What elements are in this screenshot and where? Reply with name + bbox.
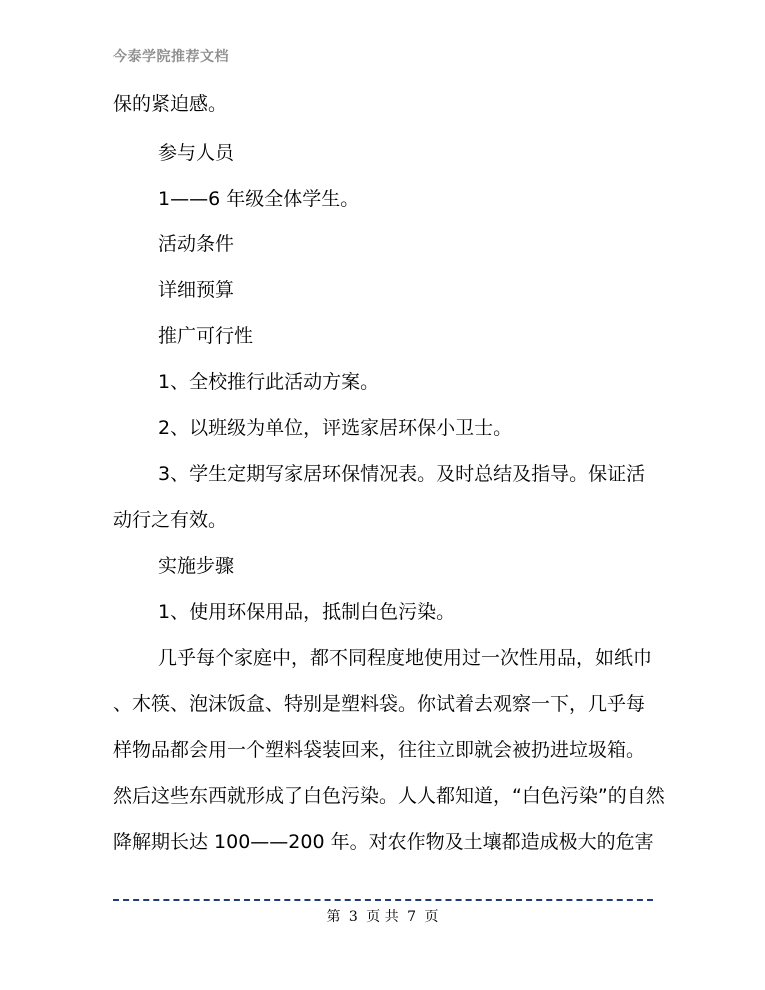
list-item: 2、以班级为单位，评选家居环保小卫士。 [158, 417, 513, 439]
current-page: 3 [348, 909, 358, 925]
paragraph-line: 样物品都会用一个塑料袋装回来，往往立即就会被扔进垃圾箱。 [113, 739, 646, 761]
total-pages: 7 [407, 909, 417, 925]
section-heading: 详细预算 [158, 279, 235, 301]
body-line: 1——6 年级全体学生。 [158, 188, 360, 210]
paragraph-line: 然后这些东西就形成了白色污染。人人都知道，“白色污染”的自然 [113, 785, 665, 807]
paragraph-line: 几乎每个家庭中，都不同程度地使用过一次性用品，如纸巾 [158, 647, 653, 669]
page-label-prefix: 第 [326, 909, 341, 925]
body-line: 保的紧迫感。 [113, 93, 228, 115]
paragraph-line: 、木筷、泡沫饭盒、特别是塑料袋。你试着去观察一下，几乎每 [113, 693, 646, 715]
section-heading: 活动条件 [158, 233, 235, 255]
page-label-mid: 页 共 [366, 909, 399, 925]
footer-divider [113, 899, 653, 901]
section-heading: 参与人员 [158, 142, 235, 164]
list-item: 3、学生定期写家居环保情况表。及时总结及指导。保证活 [158, 463, 646, 485]
list-item: 1、全校推行此活动方案。 [158, 371, 380, 393]
list-item: 1、使用环保用品，抵制白色污染。 [158, 601, 456, 623]
section-heading: 推广可行性 [158, 325, 254, 347]
page-number [0, 906, 765, 926]
body-line: 动行之有效。 [113, 509, 228, 531]
paragraph-line: 降解期长达 100——200 年。对农作物及土壤都造成极大的危害 [113, 831, 654, 853]
section-heading: 实施步骤 [158, 555, 235, 577]
document-header: 今泰学院推荐文档 [113, 49, 229, 65]
page-label-suffix: 页 [424, 909, 439, 925]
